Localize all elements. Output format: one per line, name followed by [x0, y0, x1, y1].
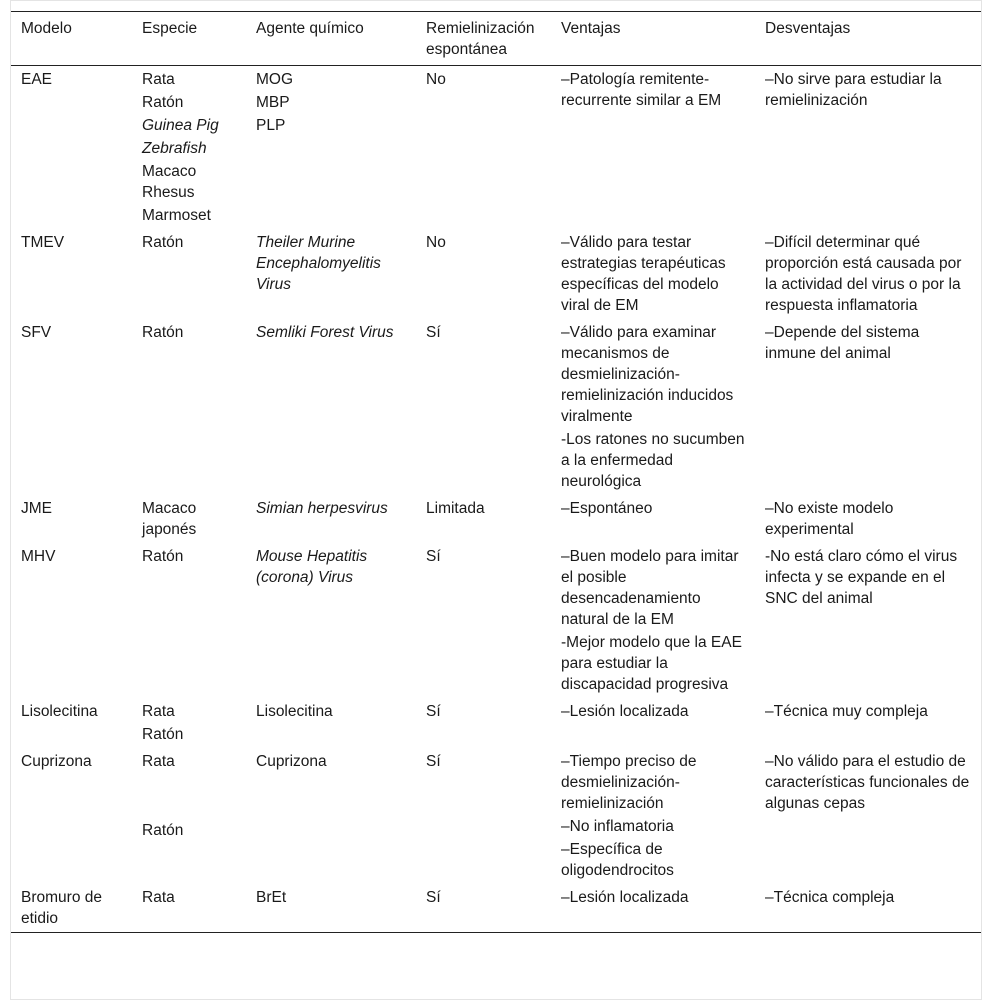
desventaja-item: -No está claro cómo el virus infecta y se expande en el SNC del animal — [765, 548, 958, 607]
cell-desventajas — [755, 748, 981, 884]
cell-modelo: MHV — [21, 548, 56, 565]
cell-remielinizacion: Sí — [426, 753, 441, 770]
table-row — [11, 748, 981, 884]
especie-item: Rata — [142, 71, 175, 88]
cell-especie — [132, 66, 246, 230]
desventaja-item: –Depende del sistema inmune del animal — [765, 324, 920, 362]
cell-desventajas — [755, 66, 981, 230]
ventaja-item: -Mejor modelo que la EAE para estudiar la discapacidad progresiva — [561, 634, 742, 693]
ventaja-item: –Lesión localizada — [561, 703, 689, 720]
agente-item: Theiler Murine Encephalomyelitis Virus — [256, 234, 381, 293]
cell-agente — [246, 884, 416, 933]
cell-remielinizacion: Sí — [426, 889, 441, 906]
header-desventajas: Desventajas — [765, 20, 851, 37]
especie-item: Rata — [142, 753, 175, 770]
agente-item: MBP — [256, 94, 290, 111]
cell-especie — [132, 698, 246, 748]
cell-remielinizacion: Limitada — [426, 500, 485, 517]
especie-item: Guinea Pig — [142, 117, 219, 134]
cell-desventajas — [755, 543, 981, 698]
ventaja-item: –Patología remitente-recurrente similar a EM — [561, 71, 722, 109]
cell-agente — [246, 543, 416, 698]
desventaja-item: –No existe modelo experimental — [765, 500, 894, 538]
especie-item: Ratón — [142, 548, 184, 565]
cell-desventajas — [755, 495, 981, 543]
cell-agente — [246, 229, 416, 319]
especie-item: Rata — [142, 889, 175, 906]
cell-especie — [132, 748, 246, 884]
especie-item: Rata — [142, 703, 175, 720]
table-row — [11, 543, 981, 698]
cell-desventajas — [755, 229, 981, 319]
spacer — [142, 797, 236, 818]
cell-especie — [132, 543, 246, 698]
agente-item: BrEt — [256, 889, 287, 906]
header-remielinizacion: Remielinización espontánea — [426, 20, 535, 58]
cell-modelo: TMEV — [21, 234, 65, 251]
cell-ventajas — [551, 495, 755, 543]
especie-item: Ratón — [142, 726, 184, 743]
spacer — [142, 774, 236, 795]
agente-item: Simian herpesvirus — [256, 500, 388, 517]
cell-especie — [132, 319, 246, 495]
ventaja-item: –Válido para testar estrategias terapéuticas específicas del modelo viral de EM — [561, 234, 726, 314]
cell-agente — [246, 698, 416, 748]
table-row — [11, 698, 981, 748]
cell-agente — [246, 319, 416, 495]
cell-remielinizacion: No — [426, 71, 446, 88]
cell-especie — [132, 495, 246, 543]
ventaja-item: –Buen modelo para imitar el posible desencadenamiento natural de la EM — [561, 548, 739, 628]
cell-ventajas — [551, 543, 755, 698]
agente-item: Mouse Hepatitis (corona) Virus — [256, 548, 368, 586]
desventaja-item: –No sirve para estudiar la remielinización — [765, 71, 942, 109]
cell-especie — [132, 884, 246, 933]
ventaja-item: –No inflamatoria — [561, 818, 674, 835]
header-especie: Especie — [142, 20, 198, 37]
cell-modelo: Bromuro de etidio — [21, 889, 102, 927]
table-row — [11, 495, 981, 543]
especie-item: Macaco japonés — [142, 500, 197, 538]
especie-item: Zebrafish — [142, 140, 207, 157]
table-row — [11, 229, 981, 319]
cell-desventajas — [755, 884, 981, 933]
agente-item: MOG — [256, 71, 294, 88]
cell-ventajas — [551, 66, 755, 230]
cell-remielinizacion: Sí — [426, 703, 441, 720]
comparison-table — [11, 11, 981, 933]
cell-remielinizacion: Sí — [426, 324, 441, 341]
cell-modelo: Lisolecitina — [21, 703, 98, 720]
cell-ventajas — [551, 884, 755, 933]
cell-agente — [246, 748, 416, 884]
especie-item: Ratón — [142, 324, 184, 341]
cell-remielinizacion: Sí — [426, 548, 441, 565]
ventaja-item: –Espontáneo — [561, 500, 653, 517]
cell-ventajas — [551, 698, 755, 748]
desventaja-item: –Técnica muy compleja — [765, 703, 928, 720]
ventaja-item: –Tiempo preciso de desmielinización-remielinización — [561, 753, 697, 812]
cell-modelo: JME — [21, 500, 52, 517]
header-modelo: Modelo — [21, 20, 72, 37]
cell-ventajas — [551, 748, 755, 884]
ventaja-item: –Lesión localizada — [561, 889, 689, 906]
header-ventajas: Ventajas — [561, 20, 621, 37]
cell-modelo: SFV — [21, 324, 52, 341]
table-row — [11, 319, 981, 495]
ventaja-item: –Válido para examinar mecanismos de desmielinización-remielinización inducidos viralmente — [561, 324, 734, 425]
desventaja-item: –Técnica compleja — [765, 889, 895, 906]
especie-item: Ratón — [142, 234, 184, 251]
cell-desventajas — [755, 698, 981, 748]
agente-item: Lisolecitina — [256, 703, 333, 720]
table-row — [11, 66, 981, 230]
cell-ventajas — [551, 319, 755, 495]
especie-item: Macaco Rhesus — [142, 163, 197, 201]
especie-item: Ratón — [142, 94, 184, 111]
cell-especie — [132, 229, 246, 319]
especie-item: Marmoset — [142, 207, 211, 224]
desventaja-item: –No válido para el estudio de características funcionales de algunas cepas — [765, 753, 970, 812]
header-row — [11, 12, 981, 66]
cell-ventajas — [551, 229, 755, 319]
header-agente-quimico: Agente químico — [256, 20, 364, 37]
cell-agente — [246, 495, 416, 543]
table-row — [11, 884, 981, 933]
desventaja-item: –Difícil determinar qué proporción está causada por la actividad del virus o por la respuesta inflamatoria — [765, 234, 962, 314]
cell-remielinizacion: No — [426, 234, 446, 251]
agente-item: Cuprizona — [256, 753, 327, 770]
ventaja-item: –Específica de oligodendrocitos — [561, 841, 674, 879]
especie-item: Ratón — [142, 822, 184, 839]
cell-agente — [246, 66, 416, 230]
ventaja-item: -Los ratones no sucumben a la enfermedad neurológica — [561, 431, 745, 490]
cell-modelo: EAE — [21, 71, 53, 88]
cell-modelo: Cuprizona — [21, 753, 92, 770]
agente-item: PLP — [256, 117, 286, 134]
cell-desventajas — [755, 319, 981, 495]
agente-item: Semliki Forest Virus — [256, 324, 394, 341]
